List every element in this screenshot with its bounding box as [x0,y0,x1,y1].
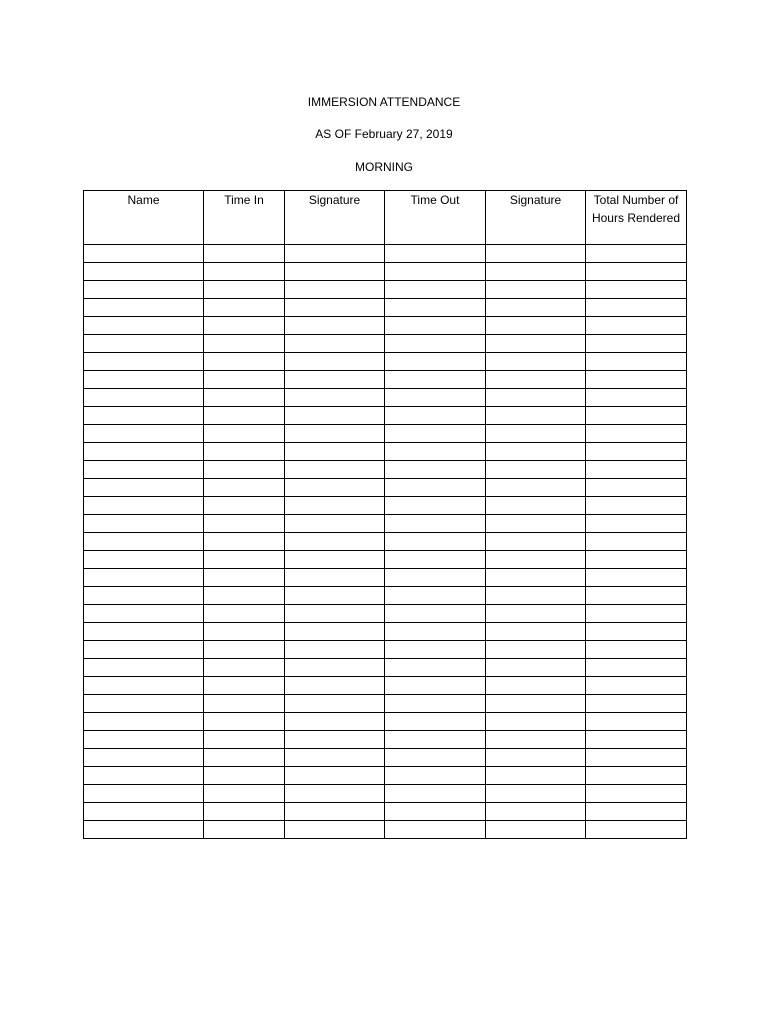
signature-in-cell [285,821,385,839]
name-cell [84,353,204,371]
table-row [84,767,687,785]
signature-out-cell [486,497,586,515]
name-cell [84,713,204,731]
name-cell [84,533,204,551]
time-in-cell [204,785,285,803]
time-out-cell [385,389,486,407]
table-row [84,317,687,335]
signature-out-cell [486,785,586,803]
name-cell [84,605,204,623]
time-in-cell [204,569,285,587]
total-hours-cell [586,587,687,605]
time-in-cell [204,281,285,299]
total-hours-cell [586,695,687,713]
signature-out-cell [486,803,586,821]
signature-in-cell [285,569,385,587]
time-in-cell [204,587,285,605]
time-in-cell [204,821,285,839]
document-title: IMMERSION ATTENDANCE [307,95,461,109]
signature-out-cell [486,389,586,407]
table-row [84,749,687,767]
total-hours-cell [586,299,687,317]
time-out-cell [385,245,486,263]
name-cell [84,245,204,263]
time-out-cell [385,821,486,839]
signature-out-cell [486,659,586,677]
name-cell [84,569,204,587]
signature-in-cell [285,767,385,785]
signature-out-cell [486,605,586,623]
signature-out-cell [486,479,586,497]
signature-out-cell [486,623,586,641]
signature-out-cell [486,641,586,659]
time-out-cell [385,479,486,497]
table-row [84,407,687,425]
signature-in-cell [285,731,385,749]
time-out-cell [385,641,486,659]
signature-in-cell [285,551,385,569]
total-hours-cell [586,803,687,821]
table-row [84,461,687,479]
name-cell [84,425,204,443]
total-hours-cell [586,659,687,677]
time-in-cell [204,263,285,281]
signature-in-cell [285,605,385,623]
signature-in-cell [285,695,385,713]
total-hours-cell [586,749,687,767]
time-in-cell [204,533,285,551]
signature-in-cell [285,371,385,389]
total-hours-cell [586,623,687,641]
name-cell [84,443,204,461]
table-row [84,731,687,749]
total-hours-cell [586,551,687,569]
total-hours-cell [586,353,687,371]
time-out-cell [385,803,486,821]
total-hours-cell [586,569,687,587]
time-in-cell [204,515,285,533]
signature-in-cell [285,317,385,335]
signature-in-cell [285,641,385,659]
table-row [84,641,687,659]
signature-in-cell [285,443,385,461]
table-row [84,389,687,407]
signature-out-cell [486,335,586,353]
table-row [84,587,687,605]
name-cell [84,335,204,353]
name-cell [84,371,204,389]
table-row [84,263,687,281]
time-out-cell [385,299,486,317]
attendance-table [83,190,687,839]
signature-in-cell [285,263,385,281]
time-in-cell [204,749,285,767]
total-hours-cell [586,335,687,353]
name-cell [84,515,204,533]
total-hours-cell [586,245,687,263]
total-hours-cell [586,767,687,785]
signature-in-cell [285,299,385,317]
signature-out-cell [486,263,586,281]
signature-out-cell [486,407,586,425]
column-header-time-out: Time Out [385,191,486,245]
table-row [84,443,687,461]
signature-out-cell [486,353,586,371]
signature-in-cell [285,497,385,515]
table-row [84,785,687,803]
total-hours-cell [586,407,687,425]
time-out-cell [385,731,486,749]
time-in-cell [204,677,285,695]
total-hours-cell [586,425,687,443]
total-hours-cell [586,281,687,299]
time-in-cell [204,353,285,371]
signature-in-cell [285,749,385,767]
time-in-cell [204,443,285,461]
time-in-cell [204,407,285,425]
name-cell [84,659,204,677]
column-header-total-hours: Total Number of Hours Rendered [586,191,687,245]
signature-out-cell [486,569,586,587]
signature-in-cell [285,713,385,731]
table-row [84,695,687,713]
time-out-cell [385,677,486,695]
signature-out-cell [486,533,586,551]
signature-in-cell [285,623,385,641]
signature-in-cell [285,461,385,479]
time-in-cell [204,659,285,677]
time-out-cell [385,551,486,569]
time-out-cell [385,749,486,767]
signature-in-cell [285,785,385,803]
time-out-cell [385,713,486,731]
table-row [84,245,687,263]
session-label: MORNING [355,160,413,174]
time-in-cell [204,479,285,497]
table-row [84,281,687,299]
time-in-cell [204,623,285,641]
signature-out-cell [486,281,586,299]
table-row [84,713,687,731]
time-out-cell [385,425,486,443]
total-hours-cell [586,713,687,731]
name-cell [84,551,204,569]
signature-in-cell [285,389,385,407]
signature-out-cell [486,443,586,461]
total-hours-cell [586,317,687,335]
total-hours-cell [586,461,687,479]
table-row [84,479,687,497]
total-hours-cell [586,479,687,497]
table-row [84,425,687,443]
time-in-cell [204,461,285,479]
time-in-cell [204,317,285,335]
total-hours-cell [586,515,687,533]
time-in-cell [204,371,285,389]
column-header-name: Name [84,191,204,245]
signature-out-cell [486,515,586,533]
time-out-cell [385,497,486,515]
time-in-cell [204,605,285,623]
table-row [84,569,687,587]
signature-out-cell [486,713,586,731]
table-row [84,551,687,569]
time-out-cell [385,515,486,533]
signature-out-cell [486,587,586,605]
time-in-cell [204,767,285,785]
table-row [84,515,687,533]
name-cell [84,389,204,407]
signature-out-cell [486,551,586,569]
name-cell [84,479,204,497]
signature-in-cell [285,533,385,551]
signature-in-cell [285,425,385,443]
signature-in-cell [285,515,385,533]
time-in-cell [204,731,285,749]
name-cell [84,587,204,605]
time-out-cell [385,623,486,641]
signature-in-cell [285,281,385,299]
table-row [84,803,687,821]
table-row [84,659,687,677]
signature-in-cell [285,659,385,677]
time-out-cell [385,317,486,335]
signature-in-cell [285,803,385,821]
signature-in-cell [285,479,385,497]
signature-in-cell [285,335,385,353]
signature-out-cell [486,299,586,317]
time-out-cell [385,533,486,551]
time-in-cell [204,641,285,659]
time-out-cell [385,407,486,425]
column-header-signature-out: Signature [486,191,586,245]
table-row [84,371,687,389]
time-out-cell [385,461,486,479]
signature-in-cell [285,353,385,371]
name-cell [84,407,204,425]
time-in-cell [204,803,285,821]
total-hours-cell [586,443,687,461]
table-row [84,299,687,317]
total-hours-cell [586,371,687,389]
name-cell [84,731,204,749]
time-out-cell [385,263,486,281]
time-out-cell [385,569,486,587]
name-cell [84,461,204,479]
signature-in-cell [285,677,385,695]
time-in-cell [204,299,285,317]
time-in-cell [204,713,285,731]
signature-out-cell [486,425,586,443]
signature-out-cell [486,677,586,695]
time-in-cell [204,245,285,263]
signature-out-cell [486,767,586,785]
table-row [84,353,687,371]
name-cell [84,695,204,713]
as-of-date: AS OF February 27, 2019 [315,127,453,141]
column-header-signature-in: Signature [285,191,385,245]
signature-in-cell [285,587,385,605]
total-hours-cell [586,677,687,695]
total-hours-cell [586,389,687,407]
name-cell [84,677,204,695]
signature-out-cell [486,461,586,479]
time-out-cell [385,443,486,461]
signature-out-cell [486,245,586,263]
signature-out-cell [486,749,586,767]
time-out-cell [385,605,486,623]
table-row [84,497,687,515]
table-row [84,623,687,641]
total-hours-cell [586,641,687,659]
table-row [84,677,687,695]
total-hours-cell [586,263,687,281]
time-out-cell [385,371,486,389]
table-row [84,533,687,551]
total-hours-cell [586,821,687,839]
attendance-rows [84,245,687,839]
name-cell [84,263,204,281]
time-out-cell [385,767,486,785]
time-out-cell [385,587,486,605]
time-out-cell [385,785,486,803]
name-cell [84,821,204,839]
signature-out-cell [486,695,586,713]
name-cell [84,767,204,785]
header-row [84,191,687,245]
time-out-cell [385,353,486,371]
total-hours-cell [586,605,687,623]
time-out-cell [385,659,486,677]
name-cell [84,299,204,317]
signature-in-cell [285,407,385,425]
table-row [84,821,687,839]
name-cell [84,281,204,299]
name-cell [84,623,204,641]
table-row [84,605,687,623]
time-in-cell [204,389,285,407]
name-cell [84,641,204,659]
time-out-cell [385,281,486,299]
time-in-cell [204,335,285,353]
time-in-cell [204,695,285,713]
name-cell [84,785,204,803]
signature-out-cell [486,317,586,335]
name-cell [84,803,204,821]
time-out-cell [385,335,486,353]
total-hours-cell [586,731,687,749]
time-in-cell [204,425,285,443]
time-out-cell [385,695,486,713]
time-in-cell [204,551,285,569]
signature-out-cell [486,821,586,839]
column-header-time-in: Time In [204,191,285,245]
name-cell [84,749,204,767]
name-cell [84,317,204,335]
table-row [84,335,687,353]
signature-out-cell [486,731,586,749]
total-hours-cell [586,497,687,515]
total-hours-cell [586,785,687,803]
signature-out-cell [486,371,586,389]
signature-in-cell [285,245,385,263]
name-cell [84,497,204,515]
time-in-cell [204,497,285,515]
total-hours-cell [586,533,687,551]
